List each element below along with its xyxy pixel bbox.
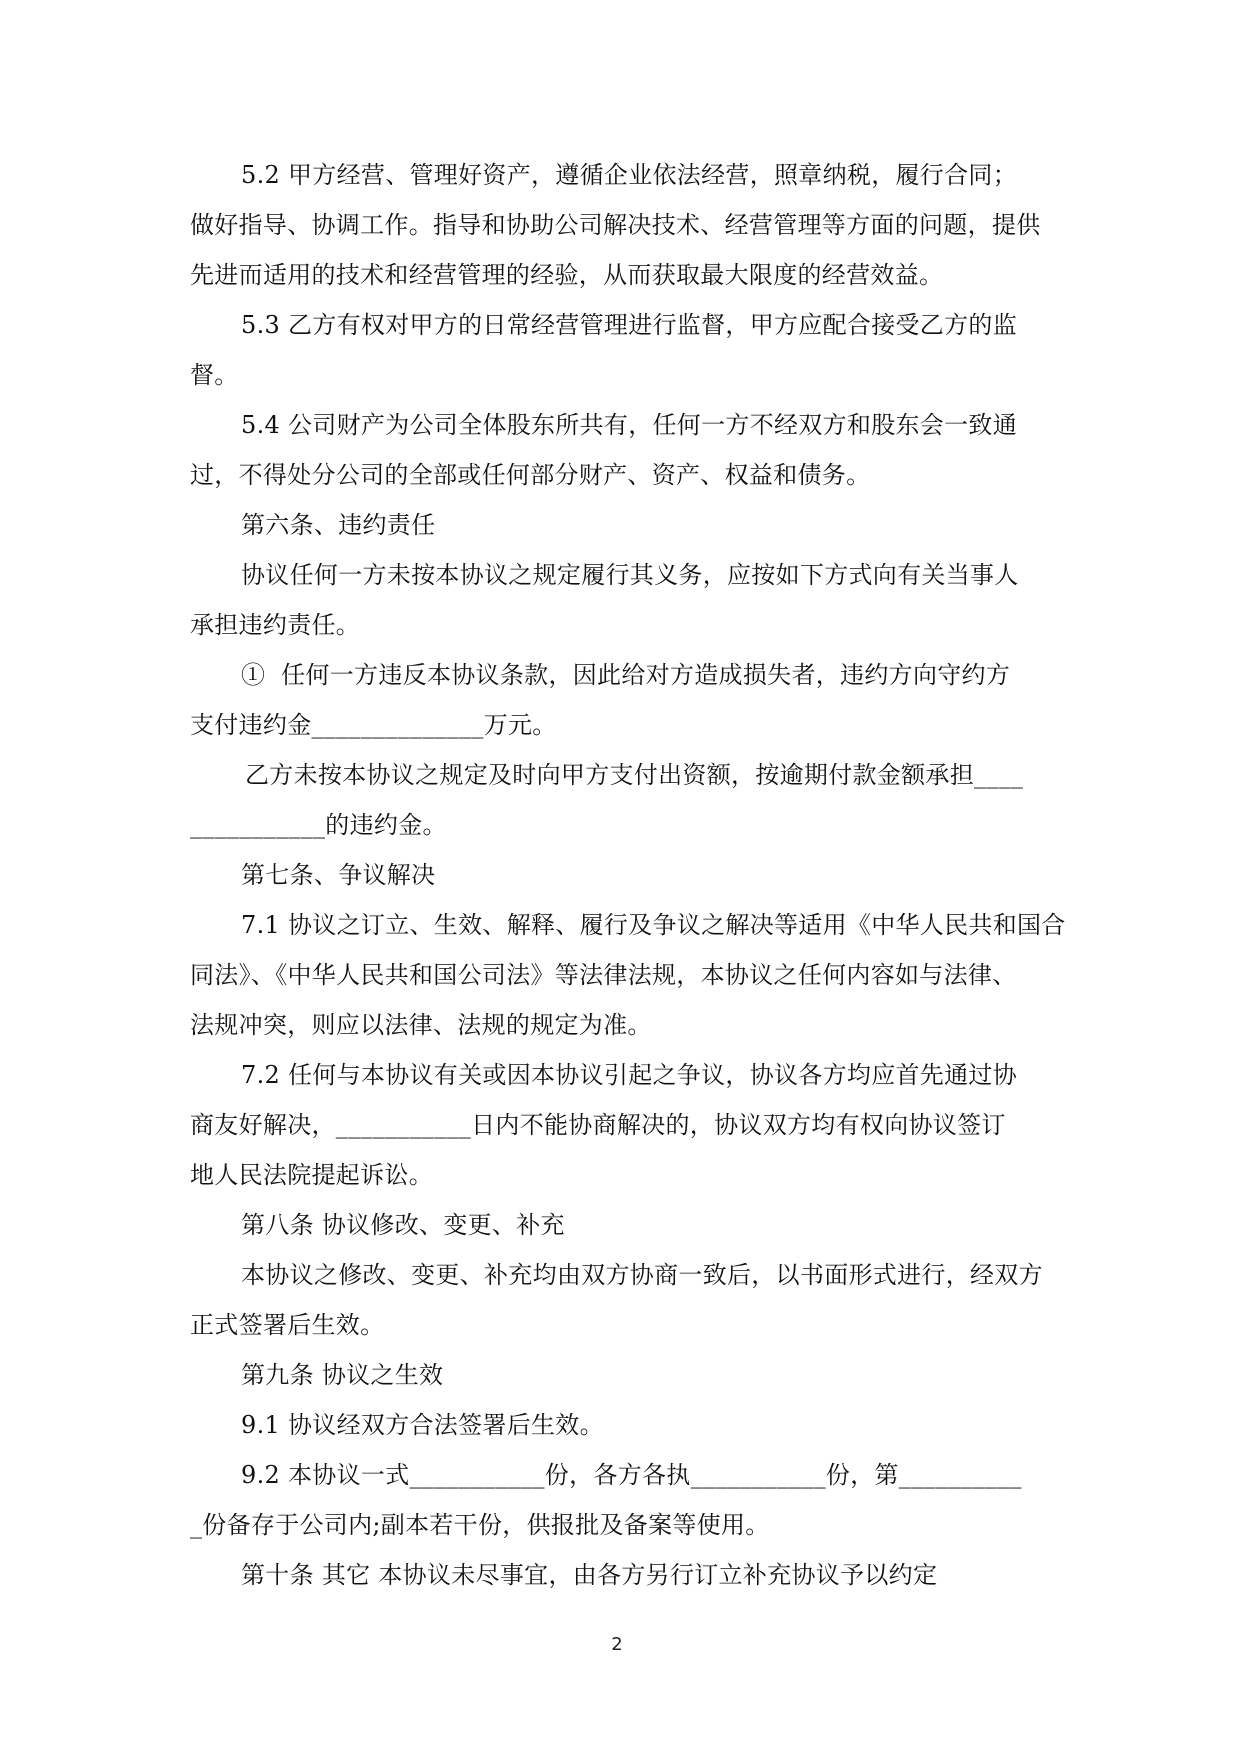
document-body: [190, 150, 1066, 1600]
paragraph-line: 督。: [190, 361, 239, 389]
paragraph-line: 9.1 协议经双方合法签署后生效。: [241, 1411, 604, 1439]
paragraph-line: 过，不得处分公司的全部或任何部分财产、资产、权益和债务。: [190, 461, 871, 489]
paragraph-line: 承担违约责任。: [190, 611, 361, 639]
paragraph-line: _份备存于公司内;副本若干份，供报批及备案等使用。: [190, 1511, 770, 1539]
section-heading: 第十条 其它 本协议未尽事宜，由各方另行订立补充协议予以约定: [241, 1561, 938, 1589]
paragraph-line: 本协议之修改、变更、补充均由双方协商一致后，以书面形式进行，经双方: [241, 1261, 1043, 1289]
paragraph-line: 做好指导、协调工作。指导和协助公司解决技术、经营管理等方面的问题，提供: [190, 211, 1041, 239]
paragraph-line: 9.2 本协议一式___________份，各方各执___________份，第__________: [241, 1461, 1022, 1489]
paragraph-line: ___________的违约金。: [190, 811, 447, 839]
paragraph-line: 5.2 甲方经营、管理好资产，遵循企业依法经营，照章纳税，履行合同；: [241, 161, 1017, 189]
page-number: 2: [611, 1634, 623, 1655]
paragraph-line: 法规冲突，则应以法律、法规的规定为准。: [190, 1011, 652, 1039]
paragraph-line: 地人民法院提起诉讼。: [190, 1161, 433, 1189]
section-heading: 第六条、违约责任: [241, 511, 436, 539]
section-heading: 第八条 协议修改、变更、补充: [241, 1211, 565, 1239]
paragraph-line: 5.3 乙方有权对甲方的日常经营管理进行监督，甲方应配合接受乙方的监: [241, 311, 1017, 339]
paragraph-line: 协议任何一方未按本协议之规定履行其义务，应按如下方式向有关当事人: [241, 561, 1019, 589]
paragraph-line: 7.2 任何与本协议有关或因本协议引起之争议，协议各方均应首先通过协: [241, 1061, 1017, 1089]
paragraph-line: 乙方未按本协议之规定及时向甲方支付出资额，按逾期付款金额承担____: [245, 761, 1024, 789]
paragraph-line: 同法》、《中华人民共和国公司法》等法律法规，本协议之任何内容如与法律、: [190, 961, 1017, 989]
paragraph-line: 正式签署后生效。: [190, 1311, 385, 1339]
paragraph-line: 5.4 公司财产为公司全体股东所共有，任何一方不经双方和股东会一致通: [241, 411, 1017, 439]
paragraph-line: 先进而适用的技术和经营管理的经验，从而获取最大限度的经营效益。: [190, 261, 944, 289]
paragraph-line: ① 任何一方违反本协议条款，因此给对方造成损失者，违约方向守约方: [241, 661, 1011, 689]
paragraph-line: 7.1 协议之订立、生效、解释、履行及争议之解决等适用《中华人民共和国合: [241, 911, 1066, 939]
section-heading: 第九条 协议之生效: [241, 1361, 444, 1389]
paragraph-line: 商友好解决，___________日内不能协商解决的，协议双方均有权向协议签订: [190, 1111, 1006, 1139]
paragraph-line: 支付违约金______________万元。: [190, 711, 557, 739]
section-heading: 第七条、争议解决: [241, 861, 436, 889]
